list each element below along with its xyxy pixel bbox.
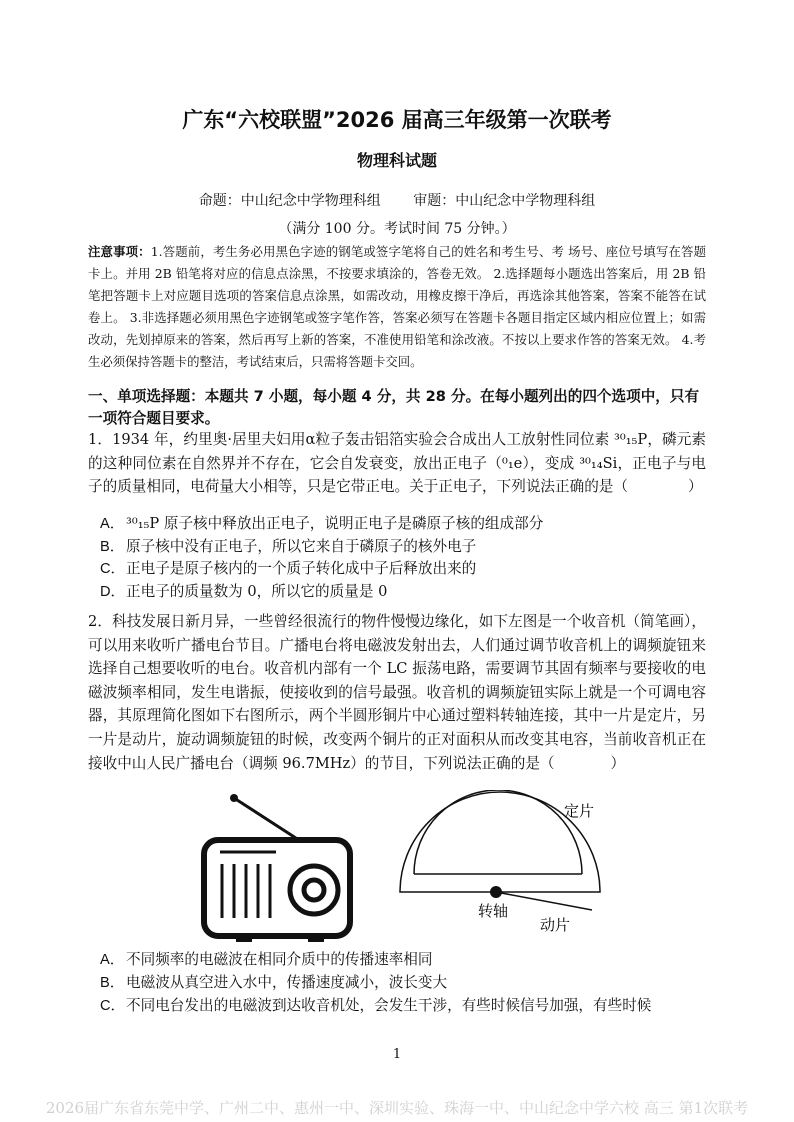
moving-plate-edge <box>496 892 592 910</box>
notice-block <box>88 241 706 373</box>
page-number: 1 <box>392 1047 402 1062</box>
label-fixed-plate: 定片 <box>564 802 595 820</box>
q2-option-c: C．不同电台发出的电磁波到达收音机处，会发生干涉，有些时候信号加强，有些时候 <box>100 997 652 1014</box>
q1-option-c: C．正电子是原子核内的一个质子转化成中子后释放出来的 <box>100 560 477 577</box>
antenna <box>234 798 302 842</box>
nuclide-si: ³⁰₁₄Si <box>579 454 618 472</box>
antenna-tip <box>230 794 238 802</box>
label-axis: 转轴 <box>478 902 509 920</box>
exam-title: 广东“六校联盟”2026 届高三年级第一次联考 <box>182 108 612 132</box>
label-moving-plate: 动片 <box>540 916 571 934</box>
q2-text: 2．科技发展日新月异，一些曾经很流行的物件慢慢边缘化，如下左图是一个收音机（简笔画），可以用来收听广播电台节目。广播电台将电磁波发射出去，人们通过调节收音机上的调频旋钮来选择自己想要收听的电台。收音机内部有一个 LC 振荡电路，需要调节其固有频率与要接收的电磁波频率相同，发生电谐振，使接收到的信号最强。收音机的调频旋钮实际上就是一个可调电容器，其原理简化图如下右图所示，两个半圆形铜片中心通过塑料转轴连接，其中一片是定片，另一片是动片，旋动调频旋钮的时候，改变两个铜片的正对面积从而改变其电容，当前收音机正在接收中山人民广播电台（调频 96.7MHz）的节目，下列说法正确的是（ <box>88 613 706 772</box>
q1-text: ） <box>687 478 703 496</box>
q1-option-a: A． ³⁰₁₅P 原子核中释放出正电子，说明正电子是磷原子核的组成部分 <box>100 515 544 532</box>
question-2-stem <box>88 610 706 775</box>
reviewer: 审题：中山纪念中学物理科组 <box>413 193 596 209</box>
exam-info: （满分 100 分。考试时间 75 分钟。） <box>278 221 516 237</box>
subject-title: 物理科试题 <box>356 151 437 170</box>
fixed-plate-inner <box>414 790 582 874</box>
q1-text: ，正电子与电子的质量相同，电荷量大小相等，只是它带正电。关于正电子，下列说法正确的是（ <box>88 454 706 496</box>
radio-illustration <box>196 790 356 942</box>
capacitor-diagram <box>390 790 630 940</box>
q1-text: ），变成 <box>522 454 580 472</box>
radio-body <box>204 840 350 936</box>
q2-option-a: A． 不同频率的电磁波在相同介质中的传播速率相同 <box>100 951 433 968</box>
nuclide-e: ⁰₁e <box>501 454 523 472</box>
setter: 命题：中山纪念中学物理科组 <box>198 193 381 209</box>
speaker <box>290 866 338 914</box>
notice-text: 1.答题前，考生务必用黑色字迹的钢笔或签字笔将自己的姓名和考生号、考 场号、座位号填写在答题卡上。并用 2B 铅笔将对应的信息点涂黑，不按要求填涂的，答卷无效。 2.选择题每小题选出答案后，用 2B 铅笔把答题卡上对应题目选项的答案信息点涂黑，如需改动，用橡皮擦干净后，再选涂其他答案，答案不能答在试卷上。 3.非选择题必须用黑色字迹钢笔或签字笔作答，答案必须写在答题卡各题目指定区域内相应位置上；如需改动，先划掉原来的答案，然后再写上新的答案，不准使用铅笔和涂改液。不按以上要求作答的答案无效。 4.考生必须保持答题卡的整洁，考试结束后，只需将答题卡交回。 <box>88 244 706 369</box>
nuclide-p: ³⁰₁₅P <box>614 431 648 448</box>
q1-option-d: D．正电子的质量数为 0，所以它的质量是 0 <box>100 583 388 600</box>
question-1-stem <box>88 428 706 499</box>
q1-option-b: B． 原子核中没有正电子，所以它来自于磷原子的核外电子 <box>100 538 477 555</box>
q2-text: ） <box>610 754 626 772</box>
footer-watermark: 2026届广东省东莞中学、广州二中、惠州一中、深圳实验、珠海一中、中山纪念中学六校 高三 第1次联考 <box>45 1099 749 1117</box>
q1-text: ，磷元素的这种同位素在自然界并不存在，它会自发衰变，放出正电子（ <box>88 431 706 472</box>
authors-line <box>0 190 794 210</box>
section-heading: 一、单项选择题：本题共 7 小题，每小题 4 分，共 28 分。在每小题列出的四个选项中，只有一项符合题目要求。 <box>88 388 700 427</box>
q1-text: 1．1934 年，约里奥·居里夫妇用α粒子轰击铝箔实验会合成出人工放射性同位素 <box>88 431 614 448</box>
q2-option-b: B． 电磁波从真空进入水中，传播速度减小，波长变大 <box>100 974 448 991</box>
rotation-axis <box>490 886 502 898</box>
notice-label: 注意事项： <box>88 244 151 259</box>
